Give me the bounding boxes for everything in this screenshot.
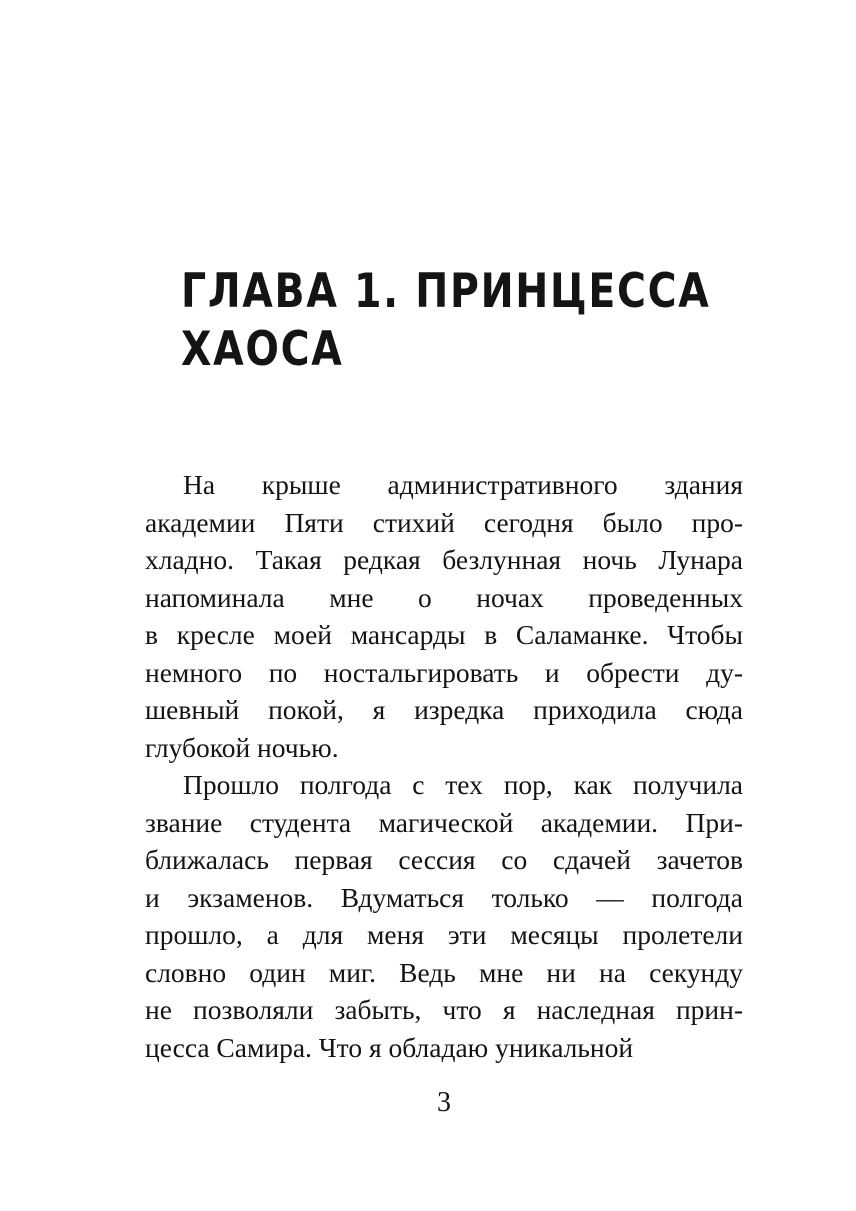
text-line: в кресле моей мансарды в Саламанке. Чтобы: [145, 619, 743, 650]
text-line: словно один миг. Ведь мне ни на секунду: [145, 956, 743, 988]
text-line: глубокой ночью.: [145, 731, 339, 763]
chapter-heading: [181, 263, 711, 379]
chapter-heading-line-1: ГЛАВА 1. ПРИНЦЕССА: [181, 264, 711, 319]
text-line: и экзаменов. Вдуматься только — полгода: [145, 881, 743, 913]
text-line: ближалась первая сессия со сдачей зачетов: [145, 844, 743, 875]
text-line: шевный покой, я изредка приходила сюда: [145, 694, 743, 725]
text-line: звание студента магической академии. При-: [145, 806, 743, 838]
text-line: цесса Самира. Что я обладаю уникальной: [145, 1031, 634, 1063]
chapter-heading-line-2: ХАОСА: [181, 322, 344, 377]
text-line: прошло, а для меня эти месяцы пролетели: [145, 919, 743, 950]
page-number: 3: [437, 1087, 451, 1118]
text-line: академии Пяти стихий сегодня было про-: [145, 506, 743, 538]
text-line: немного по ностальгировать и обрести ду-: [145, 656, 743, 688]
chapter-text: [145, 466, 743, 1066]
text-line: напоминала мне о ночах проведенных: [145, 581, 743, 613]
text-line: На крыше административного здания: [183, 469, 743, 500]
text-line: хладно. Такая редкая безлунная ночь Лунара: [145, 544, 743, 575]
text-line: Прошло полгода с тех пор, как получила: [183, 769, 743, 800]
text-line: не позволяли забыть, что я наследная прин-: [145, 994, 743, 1025]
